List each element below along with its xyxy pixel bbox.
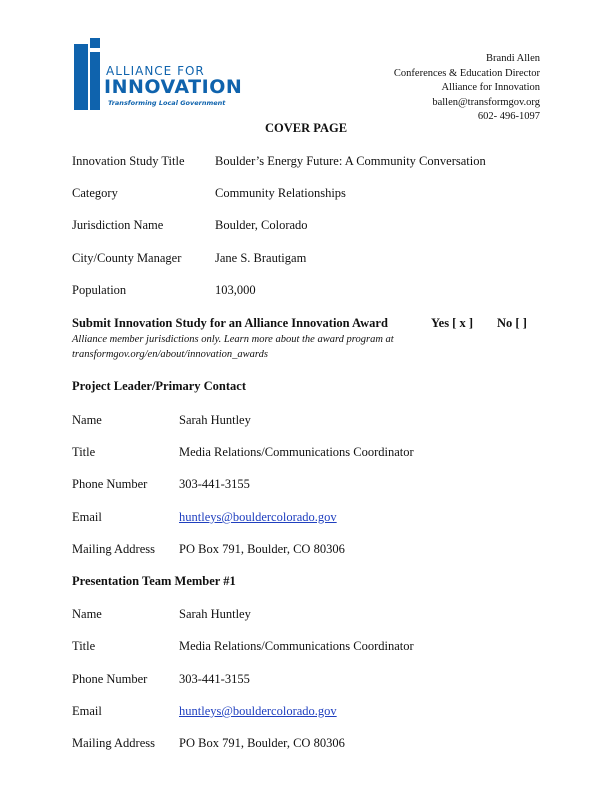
contact-phone: 602- 496-1097 — [477, 111, 540, 122]
page-title: COVER PAGE — [264, 121, 348, 135]
contact-name: Brandi Allen — [486, 53, 540, 64]
member1-name-label: Name — [72, 607, 102, 621]
contact-email: ballen@transformgov.org — [432, 96, 540, 108]
study-row-category-value: Community Relationships — [215, 186, 346, 200]
study-row-population-value: 103,000 — [215, 283, 256, 297]
leader-phone-value: 303-441-3155 — [179, 477, 250, 491]
logo-tagline: Transforming Local Government — [108, 99, 226, 107]
leader-name-label: Name — [72, 413, 102, 427]
contact-block — [394, 52, 540, 125]
logo-line2: INNOVATION — [104, 76, 243, 98]
logo-bar-left — [74, 44, 88, 110]
member1-phone-value: 303-441-3155 — [179, 672, 250, 686]
leader-email-link[interactable]: huntleys@bouldercolorado.gov — [179, 510, 337, 524]
member1-name-value: Sarah Huntley — [179, 607, 251, 621]
member1-title-value: Media Relations/Communications Coordinator — [179, 639, 414, 653]
alliance-for-innovation-logo — [70, 38, 243, 112]
member1-email-label: Email — [72, 704, 102, 718]
member1-title-label: Title — [72, 639, 96, 653]
leader-name-value: Sarah Huntley — [179, 413, 251, 427]
study-row-manager-label: City/County Manager — [72, 251, 182, 265]
award-no: No [ ] — [497, 316, 527, 330]
study-row-manager-value: Jane S. Brautigam — [215, 251, 307, 265]
logo-line1: ALLIANCE FOR — [106, 64, 205, 78]
study-row-title-label: Innovation Study Title — [72, 154, 185, 168]
award-heading: Submit Innovation Study for an Alliance Innovation Award — [72, 316, 388, 330]
member1-phone-label: Phone Number — [72, 672, 148, 686]
study-row-jurisdiction-value: Boulder, Colorado — [215, 218, 308, 232]
member1-address-value: PO Box 791, Boulder, CO 80306 — [179, 736, 345, 750]
leader-address-value: PO Box 791, Boulder, CO 80306 — [179, 542, 345, 556]
logo-bar-right — [90, 52, 100, 110]
contact-role: Conferences & Education Director — [393, 67, 540, 79]
leader-address-label: Mailing Address — [72, 542, 155, 556]
logo-dot — [90, 38, 100, 48]
member1-email-link[interactable]: huntleys@bouldercolorado.gov — [179, 704, 337, 718]
study-row-population-label: Population — [72, 283, 127, 297]
member1-heading: Presentation Team Member #1 — [72, 574, 236, 588]
leader-title-label: Title — [72, 445, 96, 459]
contact-org: Alliance for Innovation — [441, 82, 540, 93]
award-note-line2: transformgov.org/en/about/innovation_awards — [72, 349, 268, 360]
leader-phone-label: Phone Number — [72, 477, 148, 491]
study-row-title-value: Boulder’s Energy Future: A Community Conversation — [215, 154, 486, 168]
award-note-line1: Alliance member jurisdictions only. Learn more about the award program at — [72, 334, 394, 345]
leader-heading: Project Leader/Primary Contact — [72, 379, 247, 393]
leader-title-value: Media Relations/Communications Coordinator — [179, 445, 414, 459]
award-yes: Yes [ x ] — [431, 316, 474, 330]
study-row-jurisdiction-label: Jurisdiction Name — [72, 218, 164, 232]
member1-address-label: Mailing Address — [72, 736, 155, 750]
study-row-category-label: Category — [72, 186, 118, 200]
leader-email-label: Email — [72, 510, 102, 524]
